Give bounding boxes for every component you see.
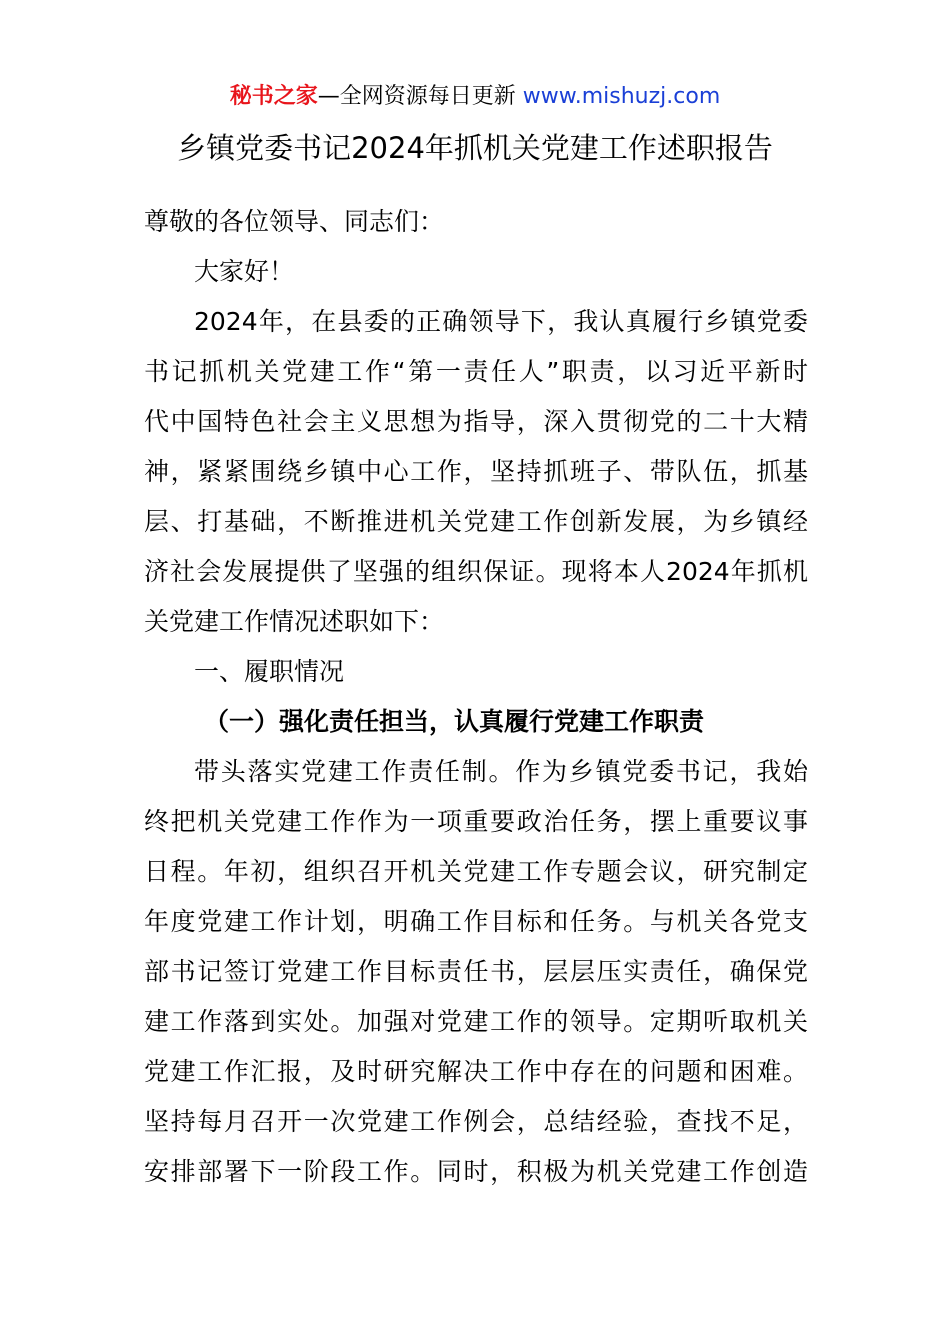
paragraph-line: 坚持每月召开一次党建工作例会，总结经验，查找不足， <box>144 1107 808 1136</box>
intro-line: 书记抓机关党建工作“第一责任人”职责，以习近平新时 <box>144 357 808 386</box>
salutation: 大家好！ <box>194 257 295 286</box>
document-title: 乡镇党委书记2024年抓机关党建工作述职报告 <box>177 131 773 165</box>
body-paragraph <box>144 747 808 1197</box>
site-url[interactable]: www.mishuzj.com <box>522 84 721 109</box>
paragraph-line: 党建工作汇报，及时研究解决工作中存在的问题和困难。 <box>144 1057 808 1086</box>
brand-name: 秘书之家 <box>229 84 318 109</box>
intro-line: 神，紧紧围绕乡镇中心工作，坚持抓班子、带队伍，抓基 <box>144 457 808 486</box>
header-tagline: —全网资源每日更新 <box>317 84 516 109</box>
section-heading: 一、履职情况 <box>194 657 345 686</box>
paragraph-line: 年度党建工作计划，明确工作目标和任务。与机关各党支 <box>144 907 808 936</box>
intro-line: 2024年，在县委的正确领导下，我认真履行乡镇党委 <box>194 307 808 336</box>
site-header <box>0 80 950 114</box>
paragraph-line: 日程。年初，组织召开机关党建工作专题会议，研究制定 <box>144 857 808 886</box>
paragraph-line: 带头落实党建工作责任制。作为乡镇党委书记，我始 <box>194 757 808 786</box>
paragraph-line: 建工作落到实处。加强对党建工作的领导。定期听取机关 <box>144 1007 808 1036</box>
intro-paragraph <box>144 297 808 647</box>
intro-line: 关党建工作情况述职如下： <box>144 607 445 636</box>
paragraph-line: 安排部署下一阶段工作。同时，积极为机关党建工作创造 <box>144 1157 808 1186</box>
intro-line: 层、打基础，不断推进机关党建工作创新发展，为乡镇经 <box>144 507 808 536</box>
intro-line: 代中国特色社会主义思想为指导，深入贯彻党的二十大精 <box>144 407 808 436</box>
greeting: 尊敬的各位领导、同志们： <box>144 207 445 236</box>
paragraph-line: 部书记签订党建工作目标责任书，层层压实责任，确保党 <box>144 957 808 986</box>
subsection-heading: （一）强化责任担当，认真履行党建工作职责 <box>204 707 705 736</box>
document-body <box>144 197 808 1197</box>
intro-line: 济社会发展提供了坚强的组织保证。现将本人2024年抓机 <box>144 557 808 586</box>
paragraph-line: 终把机关党建工作作为一项重要政治任务，摆上重要议事 <box>144 807 808 836</box>
